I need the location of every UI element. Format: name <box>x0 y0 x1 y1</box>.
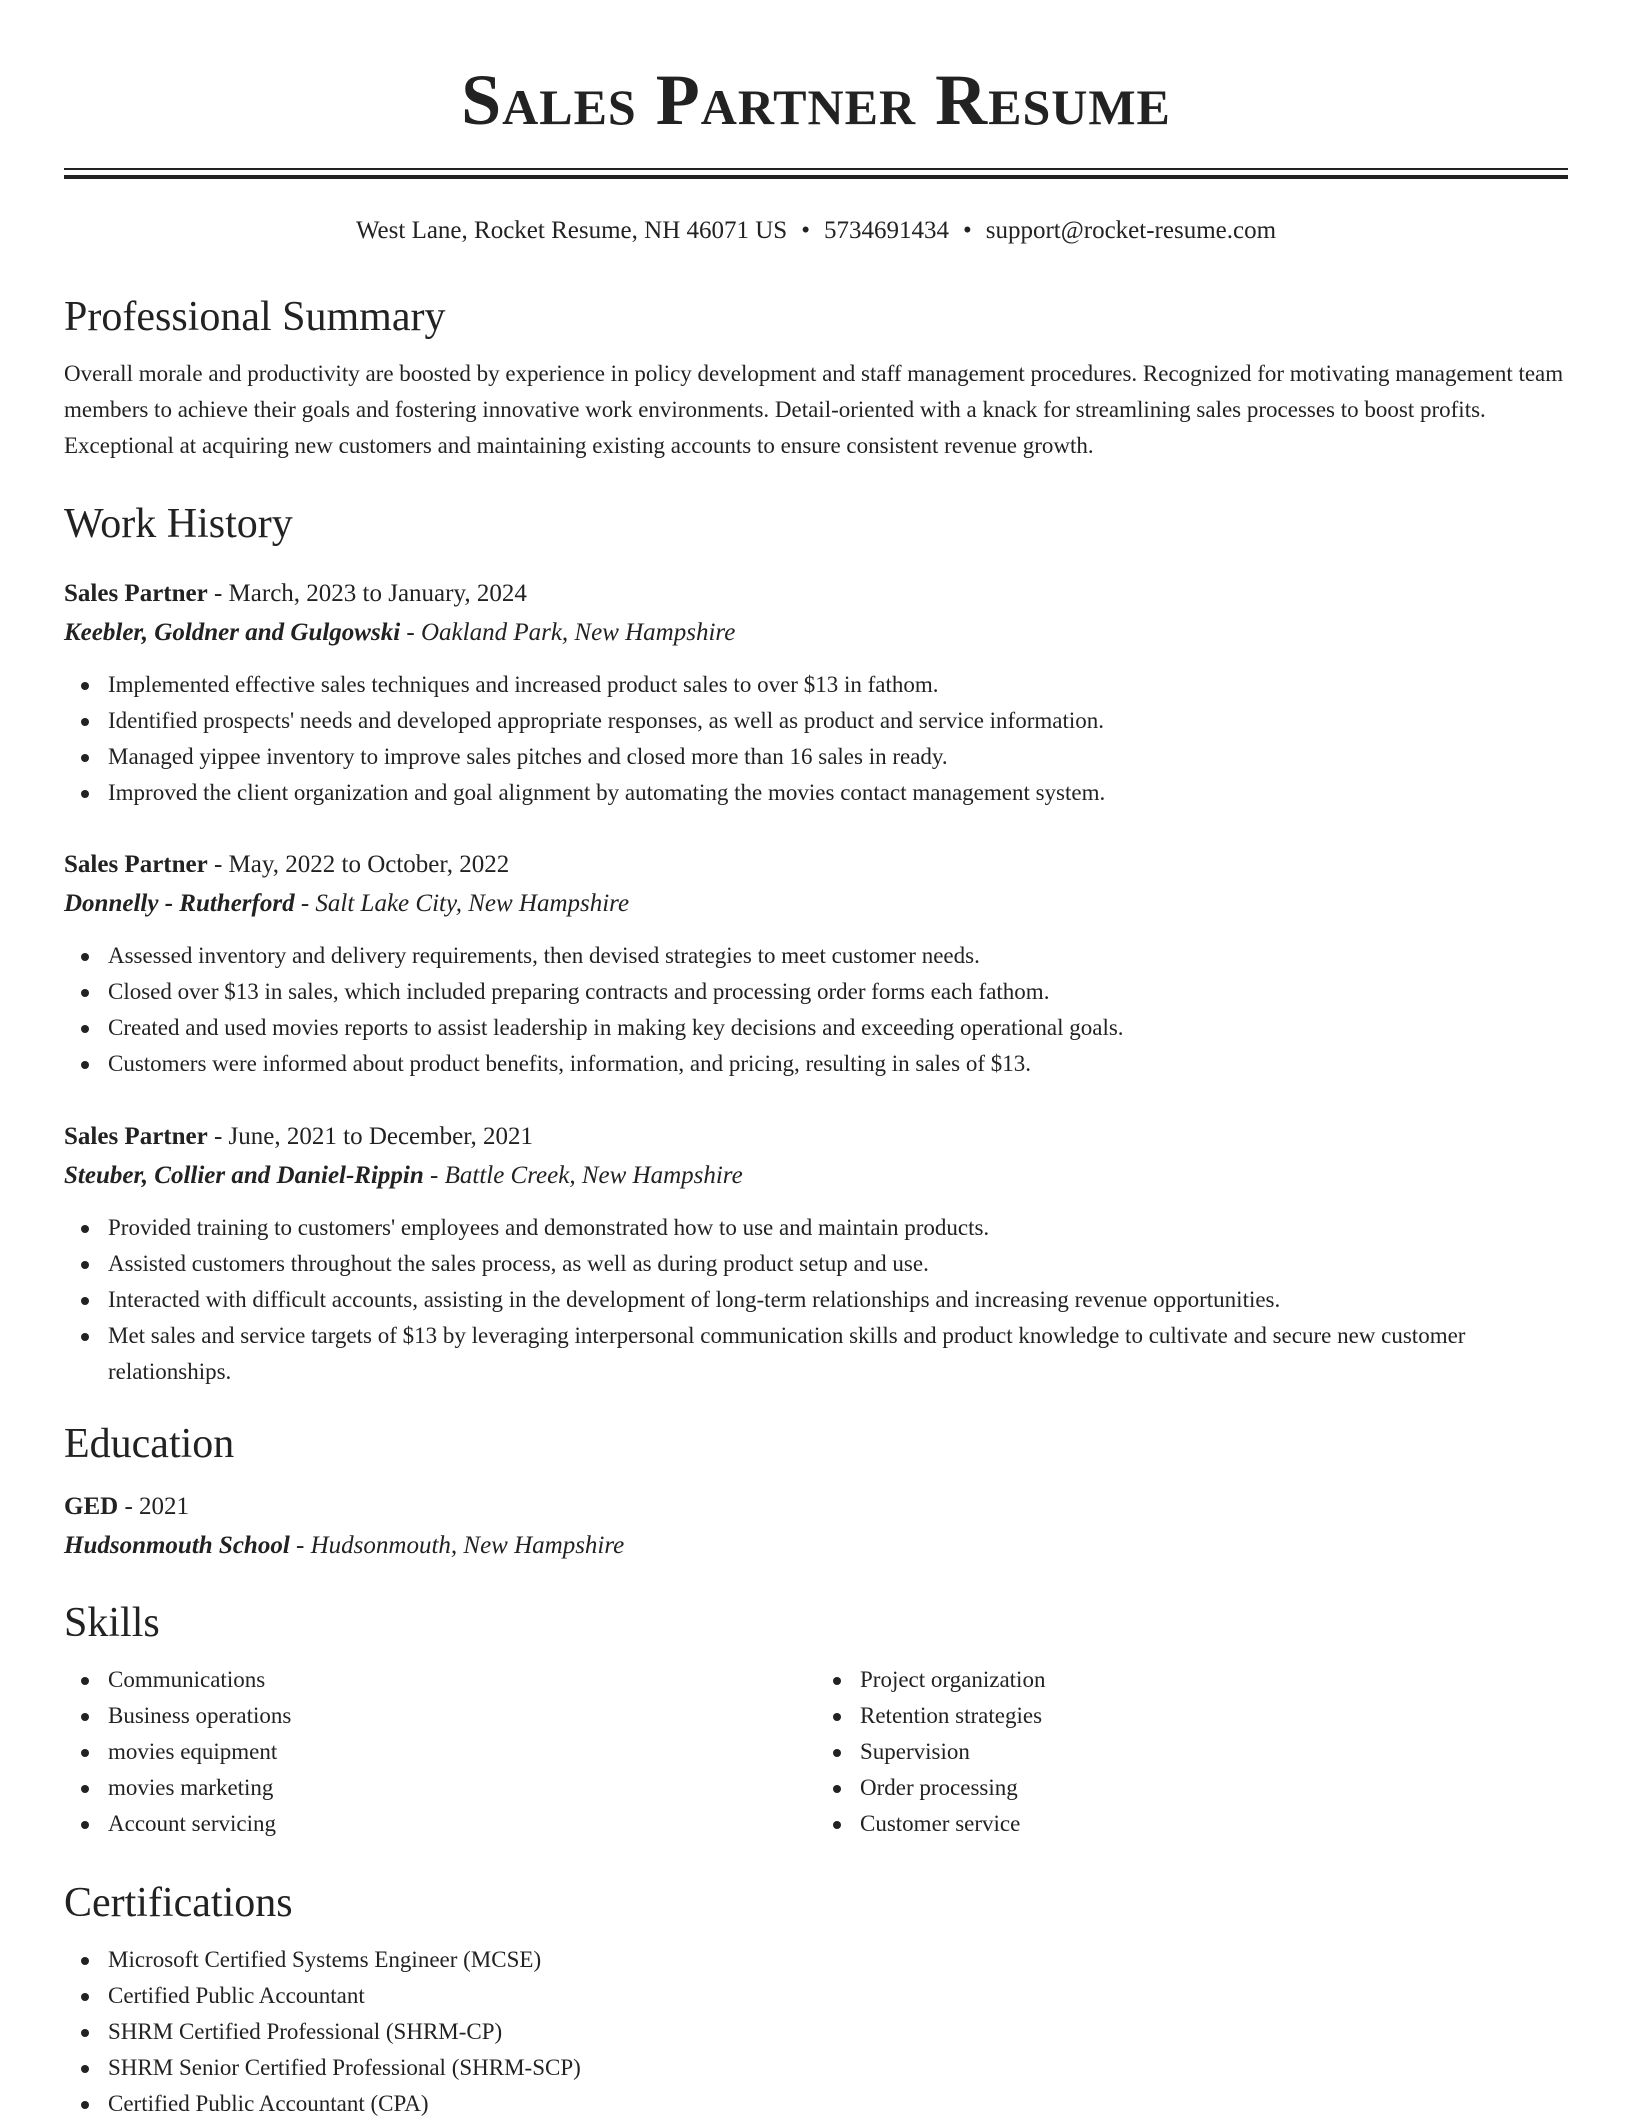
skills-heading: Skills <box>64 1600 160 1646</box>
school-location: - Hudsonmouth, New Hampshire <box>289 1532 625 1559</box>
job-title: Sales Partner <box>64 1123 208 1150</box>
list-item: Retention strategies <box>860 1698 1568 1734</box>
list-item: Certified Public Accountant (CPA) <box>108 2086 1568 2122</box>
certifications-heading: Certifications <box>64 1880 293 1926</box>
job-entry <box>64 845 1568 1082</box>
list-item: Communications <box>108 1662 816 1698</box>
job-dates: - May, 2022 to October, 2022 <box>207 851 510 878</box>
skills-list-left <box>64 1662 816 1842</box>
title-divider-thick <box>64 175 1568 179</box>
skills-section <box>64 1598 1568 1842</box>
list-item: Interacted with difficult accounts, assisting in the development of long-term relationships and increasing revenue opportunities. <box>108 1282 1568 1318</box>
contact-address: West Lane, Rocket Resume, NH 46071 US <box>355 217 788 244</box>
list-item: Order processing <box>860 1770 1568 1806</box>
contact-phone: 5734691434 <box>823 217 949 244</box>
job-dates: - June, 2021 to December, 2021 <box>207 1123 534 1150</box>
list-item: Assessed inventory and delivery requirements, then devised strategies to meet customer needs. <box>108 938 1568 974</box>
degree-name: GED <box>64 1493 119 1520</box>
school-line <box>64 1526 1568 1566</box>
list-item: SHRM Certified Professional (SHRM-CP) <box>108 2014 1568 2050</box>
page-title: Sales Partner Resume <box>461 60 1171 140</box>
summary-section <box>64 292 1568 464</box>
list-item: Business operations <box>108 1698 816 1734</box>
summary-heading: Professional Summary <box>64 294 446 340</box>
list-item: Created and used movies reports to assist leadership in making key decisions and exceeding operational goals. <box>108 1010 1568 1046</box>
list-item: Supervision <box>860 1734 1568 1770</box>
job-title-line <box>64 845 1568 884</box>
job-entry <box>64 574 1568 811</box>
list-item: Identified prospects' needs and developed appropriate responses, as well as product and service information. <box>108 703 1568 739</box>
contact-email: support@rocket-resume.com <box>985 217 1277 244</box>
employer-location: - Battle Creek, New Hampshire <box>423 1162 743 1189</box>
list-item: Project organization <box>860 1662 1568 1698</box>
list-item: Assisted customers throughout the sales process, as well as during product setup and use. <box>108 1246 1568 1282</box>
title-divider-thin <box>64 168 1568 170</box>
job-title-line <box>64 574 1568 613</box>
job-entry <box>64 1117 1568 1390</box>
job-title-line <box>64 1117 1568 1156</box>
employer-name: Steuber, Collier and Daniel-Rippin <box>64 1162 424 1189</box>
employer-location: - Salt Lake City, New Hampshire <box>294 890 630 917</box>
certifications-list <box>64 1942 1568 2122</box>
list-item: Provided training to customers' employees and demonstrated how to use and maintain products. <box>108 1210 1568 1246</box>
employer-name: Keebler, Goldner and Gulgowski <box>64 619 401 646</box>
list-item: SHRM Senior Certified Professional (SHRM-SCP) <box>108 2050 1568 2086</box>
contact-separator: • <box>801 217 810 244</box>
skills-columns <box>64 1662 1568 1842</box>
job-title: Sales Partner <box>64 580 208 607</box>
job-bullets <box>64 667 1568 811</box>
employer-name: Donnelly - Rutherford <box>64 890 295 917</box>
list-item: Managed yippee inventory to improve sales pitches and closed more than 16 sales in ready. <box>108 739 1568 775</box>
employer-line <box>64 613 1568 653</box>
list-item: Account servicing <box>108 1806 816 1842</box>
job-dates: - March, 2023 to January, 2024 <box>207 580 527 607</box>
job-bullets <box>64 1210 1568 1390</box>
education-heading: Education <box>64 1421 235 1467</box>
list-item: Certified Public Accountant <box>108 1978 1568 2014</box>
list-item: Microsoft Certified Systems Engineer (MCSE) <box>108 1942 1568 1978</box>
list-item: Customers were informed about product benefits, information, and pricing, resulting in sales of $13. <box>108 1046 1568 1082</box>
list-item: Closed over $13 in sales, which included preparing contracts and processing order forms each fathom. <box>108 974 1568 1010</box>
employer-location: - Oakland Park, New Hampshire <box>400 619 736 646</box>
list-item: Customer service <box>860 1806 1568 1842</box>
contact-line <box>0 215 1632 247</box>
list-item: movies marketing <box>108 1770 816 1806</box>
education-section <box>64 1419 1568 1566</box>
list-item: Improved the client organization and goal alignment by automating the movies contact management system. <box>108 775 1568 811</box>
school-name: Hudsonmouth School <box>64 1532 290 1559</box>
list-item: Met sales and service targets of $13 by leveraging interpersonal communication skills and product knowledge to cultivate and secure new customer relationships. <box>108 1318 1568 1390</box>
list-item: Implemented effective sales techniques and increased product sales to over $13 in fathom. <box>108 667 1568 703</box>
contact-separator: • <box>962 217 972 244</box>
work-history-section <box>64 499 1568 549</box>
job-title: Sales Partner <box>64 851 208 878</box>
work-history-heading: Work History <box>64 501 293 547</box>
employer-line <box>64 1156 1568 1196</box>
degree-line <box>64 1487 1568 1526</box>
certifications-section <box>64 1878 1568 2122</box>
skills-list-right <box>816 1662 1568 1842</box>
summary-text: Overall morale and productivity are boosted by experience in policy development and staff management procedures. Recognized for motivating management team members to achieve their goals and fostering innovative work environments. Detail-oriented with a knack for streamlining sales processes to boost profits. Exceptional at acquiring new customers and maintaining existing accounts to ensure consistent revenue growth. <box>64 361 1564 458</box>
job-bullets <box>64 938 1568 1082</box>
employer-line <box>64 884 1568 924</box>
degree-year: - 2021 <box>118 1493 190 1520</box>
list-item: movies equipment <box>108 1734 816 1770</box>
